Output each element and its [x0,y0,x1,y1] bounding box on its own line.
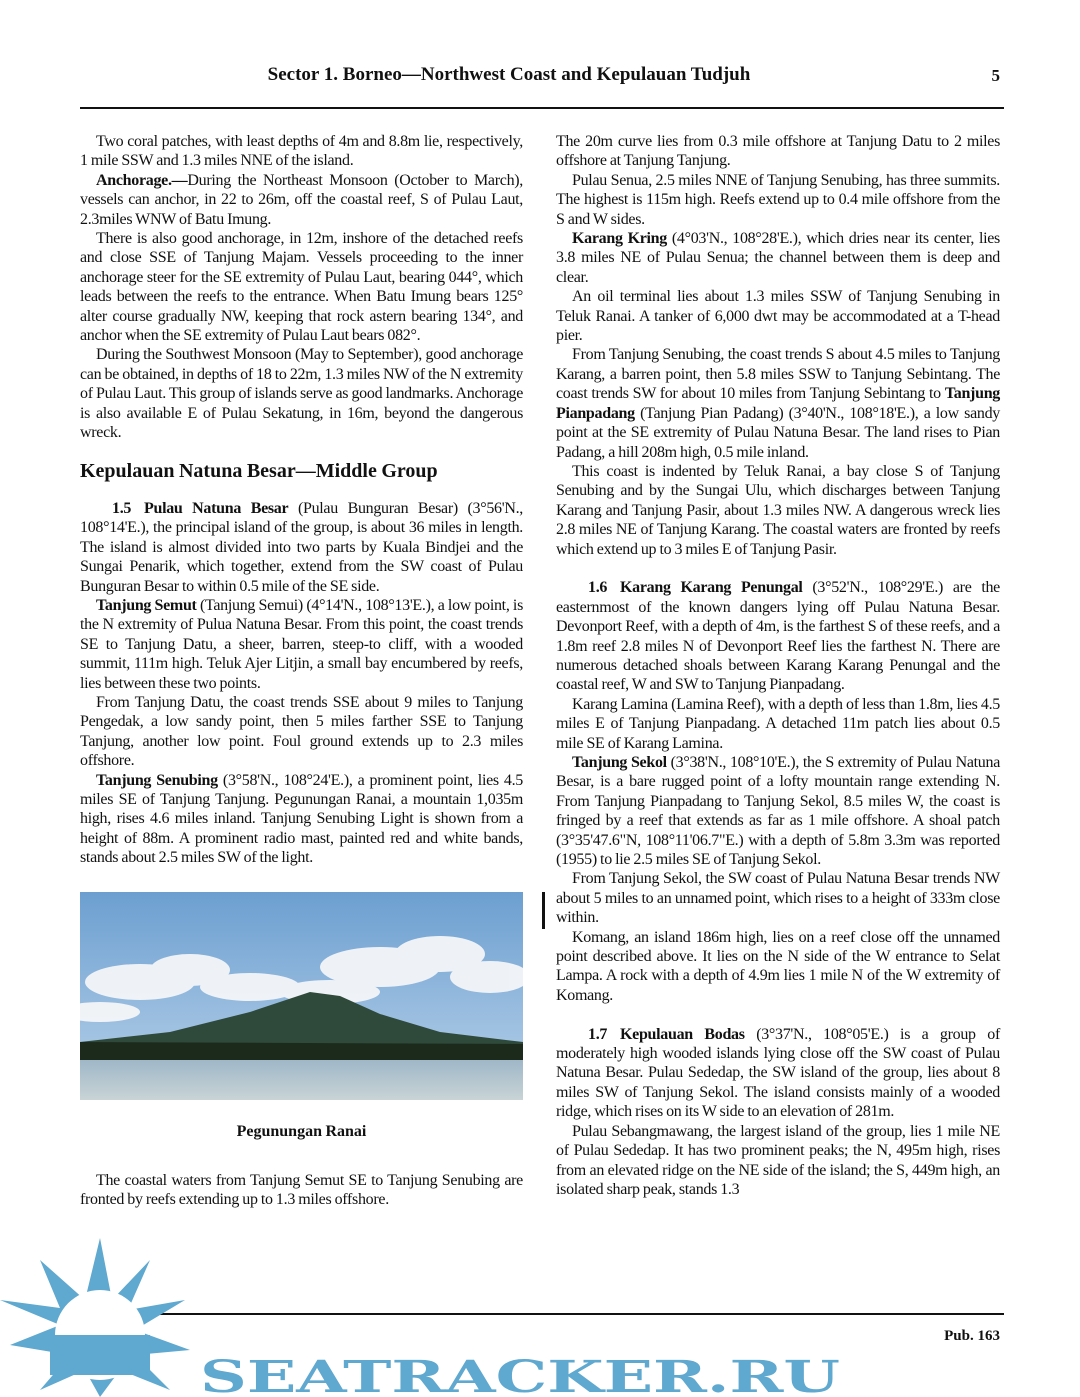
paragraph [556,462,1000,559]
paragraph-text: Two coral patches, with least depths of 4m and 8.8m lie, respectively, 1 mile SSW and 1.3 miles NNE of the island. [80,133,523,170]
paragraph [80,693,523,771]
paragraph-text: From Tanjung Sekol, the SW coast of Pulau Natuna Besar trends NW about 5 miles to an unnamed point, which rises to a height of 333m close within. [556,870,1000,927]
left-column [80,132,523,1210]
paragraph-text: From Tanjung Datu, the coast trends SSE about 9 miles to Tanjung Pengedak, a low sandy point, then 5 miles farther SSE to Tanjung Tanjung, another low point. Foul ground extends up to 2.3 miles offshore. [80,693,523,770]
paragraph-lead: Tanjung Sekol [572,753,667,771]
paragraph-text: The 20m curve lies from 0.3 mile offshore at Tanjung Datu to 2 miles offshore at Tanjung Tanjung. [556,133,1000,170]
paragraph-text: The coastal waters from Tanjung Semut SE to Tanjung Senubing are fronted by reefs extending up to 1.3 miles offshore. [80,1172,523,1209]
paragraph-text: Pulau Sebangmawang, the largest island of the group, lies 1 mile NE of Pulau Sededap. It has two prominent peaks; the N, 495m high, rises from an elevated ridge on the NE side of the island; the S, 449m high, an isolated sharp peak, stands 1.3 [556,1122,1000,1198]
paragraph-lead: Tanjung Semut [96,596,197,614]
paragraph [80,171,523,229]
header-rule [80,107,1004,109]
paragraph [80,771,523,868]
publication-number: Pub. 163 [944,1328,1000,1344]
paragraph-lead: Anchorage.— [96,171,188,189]
paragraph [556,695,1000,753]
change-bar [542,892,545,929]
section-number: 1.7 [588,1025,608,1043]
running-header-title: Sector 1. Borneo—Northwest Coast and Kepulauan Tudjuh [267,64,751,85]
paragraph [556,1122,1000,1200]
paragraph-lead: Kepulauan Bodas [620,1025,745,1043]
left-column-continued [80,1171,523,1210]
section-number: 1.5 [112,499,132,517]
paragraph [556,1025,1000,1122]
footer-rule [80,1313,1004,1315]
paragraph [556,578,1000,694]
paragraph [556,229,1000,287]
paragraph-lead: Tanjung Pianpadang [556,385,1000,422]
paragraph-text: During the Southwest Monsoon (May to September), good anchorage can be obtained, in depths of 18 to 22m, 1.3 miles NW of the N extremity of Pulau Laut. This group of islands serve as good landmarks. Anchorage is also available E of Pulau Sekatung, in 16m, beyond the dangerous wreck. [80,346,523,442]
paragraph-text: (3°38'N., 108°10'E.), the S extremity of Pulau Natuna Besar, is a bare rugged point of a lofty mountain range extending N. From Tanjung Pianpadang to Tanjung Sekol, 8.5 miles W, the coast is fringed by a reef that extends as far as 1 mile offshore. A shoal patch (3°35'47.6"N, 108°11'06.7"E.) with a depth of 5.8m 3.3m was reported (1955) to lie 2.5 miles SE of Tanjung Sekol. [556,753,1000,869]
paragraph-text: (Tanjung Pian Padang) (3°40'N., 108°18'E.), a low sandy point at the SE extremity of Pulau Natuna Besar. The land rises to Pian Padang, a hill 208m high, 0.5 mile inland. [556,404,1000,461]
figure-caption: Pegunungan Ranai [236,1122,367,1140]
paragraph-text: During the Northeast Monsoon (October to March), vessels can anchor, in 22 to 26m, off the coastal reef, S of Pulau Laut, 2.3miles WNW of Batu Imung. [80,171,523,228]
paragraph [80,229,523,345]
page-header [80,62,1000,92]
paragraph [80,499,523,596]
paragraph-text: This coast is indented by Teluk Ranai, a bay close S of Tanjung Senubing and by the Sungai Ulu, which discharges between Tanjung Karang and Tanjung Pasir, about 1.3 miles NW. A dangerous wreck lies 2.8 miles NE of Tanjung Karang. The coastal waters are fronted by reefs which extend up to 3 miles E of Tanjung Pasir. [556,462,1000,558]
paragraph [556,928,1000,1006]
section-number: 1.6 [588,579,608,597]
paragraph-text: An oil terminal lies about 1.3 miles SSW of Tanjung Senubing in Teluk Ranai. A tanker of 6,000 dwt may be accommodated at a T-head pier. [556,288,1000,345]
paragraph [80,345,523,442]
paragraph-lead: Tanjung Senubing [96,771,218,789]
paragraph [556,345,1000,461]
paragraph-lead: Karang Kring [572,230,667,248]
right-column [556,132,1000,1199]
paragraph-text: Karang Lamina (Lamina Reef), with a depth of less than 1.8m, lies 4.5 miles E of Tanjung Pianpadang. A detached 11m patch lies about 0.5 mile SE of Karang Lamina. [556,695,1000,752]
paragraph [556,753,1000,869]
paragraph-text: From Tanjung Senubing, the coast trends S about 4.5 miles to Tanjung Karang, a barren point, then 5.8 miles SSW to Tanjung Sebintang. The coast trends SW for about 10 miles from Tanjung Sebintang to [556,346,1000,403]
section-heading: Kepulauan Natuna Besar—Middle Group [80,459,438,482]
paragraph-text: (4°03'N., 108°28'E.), which dries near its center, lies 3.8 miles NE of Pulau Senua; the channel between them is deep and clear. [556,230,1000,286]
paragraph [80,1171,523,1210]
sun-logo-icon [0,1238,190,1397]
left-column-body [80,132,523,868]
paragraph-lead: Pulau Natuna Besar [144,499,289,517]
paragraph [556,132,1000,171]
paragraph [80,596,523,693]
paragraph-lead: Karang Karang Penungal [620,579,803,597]
paragraph-text: Pulau Senua, 2.5 miles NNE of Tanjung Senubing, has three summits. The highest is 115m high. Reefs extend up to 0.4 mile offshore from the S and W sides. [556,171,1000,228]
paragraph-text: (Pulau Bunguran Besar) (3°56'N., 108°14'E.), the principal island of the group, is about 36 miles in length. The island is almost divided into two parts by Kuala Bindjei and the Sungai Penarik, which together, extend from the SW coast of Pulau Bunguran Besar to within 0.5 mile of the SE side. [80,499,523,595]
photo-pegunungan-ranai [80,892,523,1100]
page-number: 5 [991,66,1000,85]
paragraph-text: Komang, an island 186m high, lies on a reef close off the unnamed point described above. It lies on the N side of the W entrance to Selat Lampa. A rock with a depth of 4.9m lies 1 mile N of the W extremity of Komang. [556,928,1000,1004]
paragraph [556,171,1000,229]
paragraph-text: (Tanjung Semui) (4°14'N., 108°13'E.), a low point, is the N extremity of Pulua Natuna Besar. From this point, the coast trends SE to Tanjung Datu, a sheer, barren, steep-to cliff, with a wooded summit, 111m high. Teluk Ajer Litjin, a small bay encumbered by reefs, lies between these two points. [80,596,523,692]
paragraph-text: (3°37'N., 108°05'E.) is a group of moderately high wooded islands lying close off the SW coast of Pulau Natuna Besar. Pulau Sededap, the SW island of the group, lies about 8 miles SW of Tanjung Sekol. The island consists mainly of a wooded ridge, which rises on its W side to an elevation of 281m. [556,1025,1000,1121]
paragraph-text: (3°52'N., 108°29'E.) are the easternmost of the known dangers lying off Pulau Natuna Besar. Devonport Reef, with a depth of 4m, is the farthest S of these reefs, and a 1.8m reef 2.8 miles N of Devonport Reef lies the farthest N. There are numerous detached shoals between Karang Karang Penungal and the coastal reef, W and SW to Tanjung Pianpadang. [556,579,1000,694]
watermark-text: SEATRACKER.RU [200,1352,840,1397]
paragraph [80,132,523,171]
paragraph [556,287,1000,345]
paragraph [556,869,1000,927]
paragraph-text: (3°58'N., 108°24'E.), a prominent point, lies 4.5 miles SE of Tanjung Tanjung. Pegunungan Ranai, a mountain 1,035m high, rises 4.6 miles inland. Tanjung Senubing Light is shown from a height of 88m. A prominent radio mast, painted red and white bands, stands about 2.5 miles SW of the light. [80,771,523,867]
paragraph-text: There is also good anchorage, in 12m, inshore of the detached reefs and close SSE of Tanjung Majam. Vessels proceeding to the inner anchorage steer for the SE extremity of Pulau Laut, bearing 044°, which leads between the reefs to the entrance. When Batu Imung bears 125° alter course gradually NW, keeping that rock astern bearing 134°, and anchor when the SE extremity of Pulau Laut bears 082°. [80,230,523,345]
